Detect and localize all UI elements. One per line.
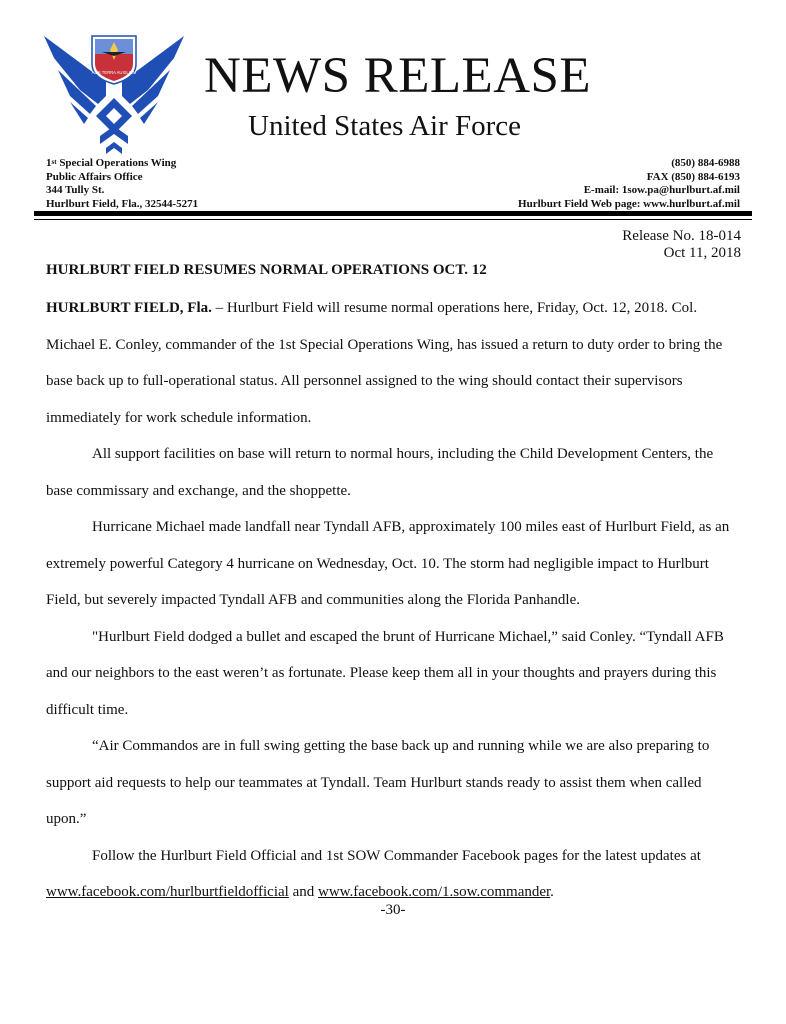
facebook-link-commander[interactable]: www.facebook.com/1.sow.commander	[318, 884, 551, 900]
unit-name: 1st Special Operations Wing	[46, 157, 177, 169]
logo-motto: ALIS TERRA AUXILIUM	[91, 70, 137, 75]
street-address: 344 Tully St.	[46, 184, 105, 196]
masthead-title: NEWS RELEASE	[204, 48, 592, 104]
web-page: Hurlburt Field Web page: www.hurlburt.af.mil	[518, 197, 740, 210]
paragraph-6: Follow the Hurlburt Field Official and 1st SOW Commander Facebook pages for the latest updates at www.facebook.com/hurlburtfieldofficial and www.facebook.com/1.sow.commander.	[46, 847, 701, 900]
release-number: Release No. 18-014	[622, 228, 741, 244]
fax-number: FAX (850) 884-6193	[646, 170, 740, 183]
header-divider-thick	[34, 211, 752, 216]
paragraph-1: HURLBURT FIELD, Fla. – Hurlburt Field will resume normal operations here, Friday, Oct. 12, 2018. Col. Michael E. Conley, commander of the 1st Special Operations Wing, has issued a return to duty order to bring the base back up to full-operational status. All personnel assigned to the wing should contact their supervisors immediately for work schedule information.	[46, 300, 723, 426]
phone-number: (850) 884-6988	[671, 157, 740, 169]
facebook-link-official[interactable]: www.facebook.com/hurlburtfieldofficial	[46, 884, 289, 900]
paragraph-4: "Hurlburt Field dodged a bullet and escaped the brunt of Hurricane Michael,” said Conley. “Tyndall AFB and our neighbors to the east weren’t as fortunate. Please keep them all in your thoughts and prayers during this difficult time.	[46, 628, 724, 718]
office-name: Public Affairs Office	[46, 170, 143, 183]
masthead-subtitle: United States Air Force	[248, 110, 522, 142]
paragraph-5: “Air Commandos are in full swing getting the base back up and running while we are also preparing to support aid requests to help our teammates at Tyndall. Team Hurlburt stands ready to assist them when called upon.”	[46, 738, 710, 827]
wing-emblem	[92, 36, 137, 84]
air-force-logo	[40, 30, 188, 156]
dateline: HURLBURT FIELD, Fla.	[46, 300, 212, 316]
paragraph-3: Hurricane Michael made landfall near Tyndall AFB, approximately 100 miles east of Hurlburt Field, as an extremely powerful Category 4 hurricane on Wednesday, Oct. 10. The storm had negligible impact to Hurlburt Field, but severely impacted Tyndall AFB and communities along the Florida Panhandle.	[46, 519, 730, 608]
article-body	[46, 290, 742, 911]
release-meta	[622, 228, 741, 262]
email-address: E-mail: 1sow.pa@hurlburt.af.mil	[583, 184, 740, 196]
city-address: Hurlburt Field, Fla., 32544-5271	[46, 197, 199, 210]
headline: HURLBURT FIELD RESUMES NORMAL OPERATIONS OCT. 12	[46, 262, 487, 278]
end-mark: -30-	[380, 902, 406, 918]
release-date: Oct 11, 2018	[663, 245, 741, 261]
contact-info	[518, 157, 740, 211]
header-divider-thin	[34, 219, 752, 220]
contact-address	[46, 157, 198, 211]
paragraph-2: All support facilities on base will return to normal hours, including the Child Development Centers, the base commissary and exchange, and the shoppette.	[46, 446, 714, 499]
